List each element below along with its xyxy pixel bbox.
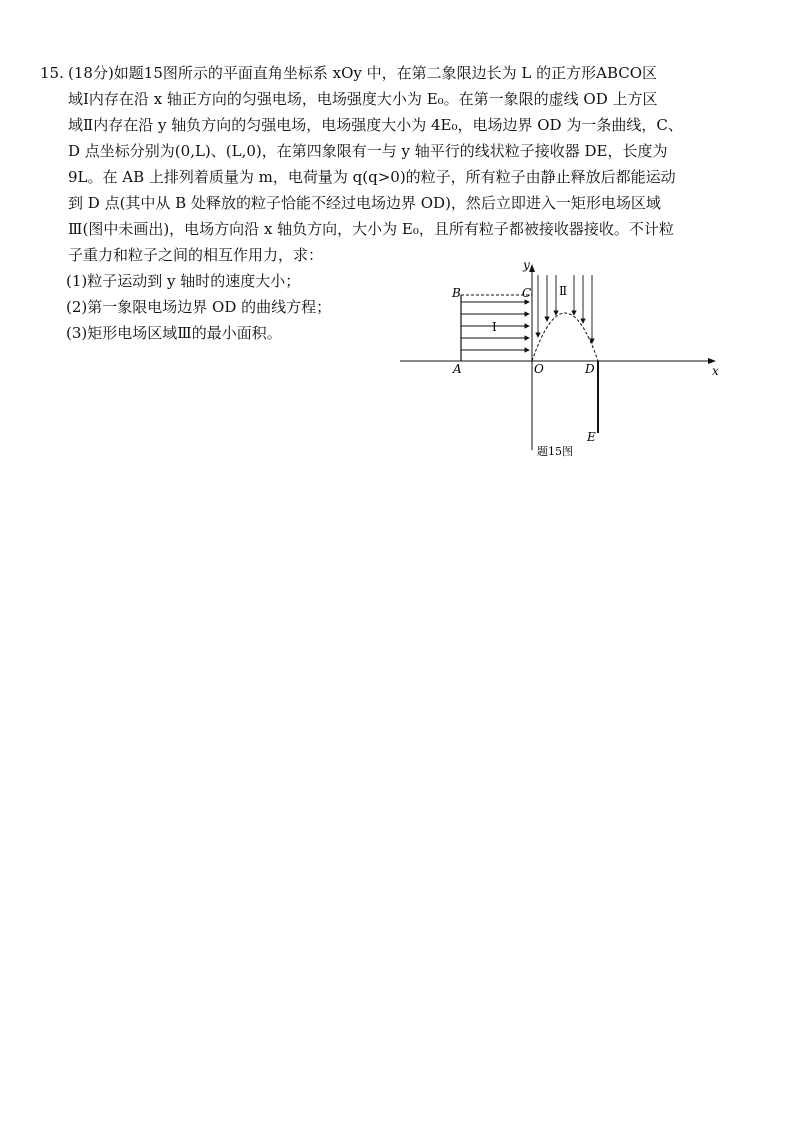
figure-caption: 题15图 <box>537 445 573 458</box>
problem-line-5: 9L。在 AB 上排列着质量为 m，电荷量为 q(q>0)的粒子，所有粒子由静止释放后都能运动 <box>68 168 676 186</box>
label-region-1: Ⅰ <box>492 320 497 334</box>
boundary-curve-od <box>532 313 598 361</box>
label-region-2: Ⅱ <box>559 284 568 298</box>
problem-line-7: Ⅲ(图中未画出)，电场方向沿 x 轴负方向，大小为 E₀，且所有粒子都被接收器接收。不计粒 <box>68 220 674 238</box>
figure-15 <box>395 255 725 460</box>
problem-line-2: 域Ⅰ内存在沿 x 轴正方向的匀强电场，电场强度大小为 E₀。在第一象限的虚线 OD 上方区 <box>68 90 658 108</box>
label-b: B <box>452 286 461 300</box>
question-3: (3)矩形电场区域Ⅲ的最小面积。 <box>66 324 282 342</box>
label-o: O <box>534 362 544 376</box>
problem-line-6: 到 D 点(其中从 B 处释放的粒子恰能不经过电场边界 OD)，然后立即进入一矩形电场区域 <box>68 194 661 212</box>
problem-number: 15. <box>40 64 64 82</box>
problem-line-1: (18分)如题15图所示的平面直角坐标系 xOy 中，在第二象限边长为 L 的正方形ABCO区 <box>68 64 658 82</box>
question-2: (2)第一象限电场边界 OD 的曲线方程； <box>66 298 332 316</box>
problem-line-4: D 点坐标分别为(0,L)、(L,0)，在第四象限有一与 y 轴平行的线状粒子接收器 DE，长度为 <box>68 142 668 160</box>
problem-line-8: 子重力和粒子之间的相互作用力，求： <box>68 246 324 264</box>
label-a: A <box>453 362 462 376</box>
problem-line-3: 域Ⅱ内存在沿 y 轴负方向的匀强电场，电场强度大小为 4E₀，电场边界 OD 为一条曲线，C、 <box>68 116 683 134</box>
label-x: x <box>712 364 719 378</box>
label-c: C <box>522 286 532 300</box>
problem-text <box>40 60 730 268</box>
question-1: (1)粒子运动到 y 轴时的速度大小； <box>66 272 301 290</box>
label-d: D <box>585 362 595 376</box>
label-e: E <box>587 430 596 444</box>
label-y: y <box>523 258 530 272</box>
